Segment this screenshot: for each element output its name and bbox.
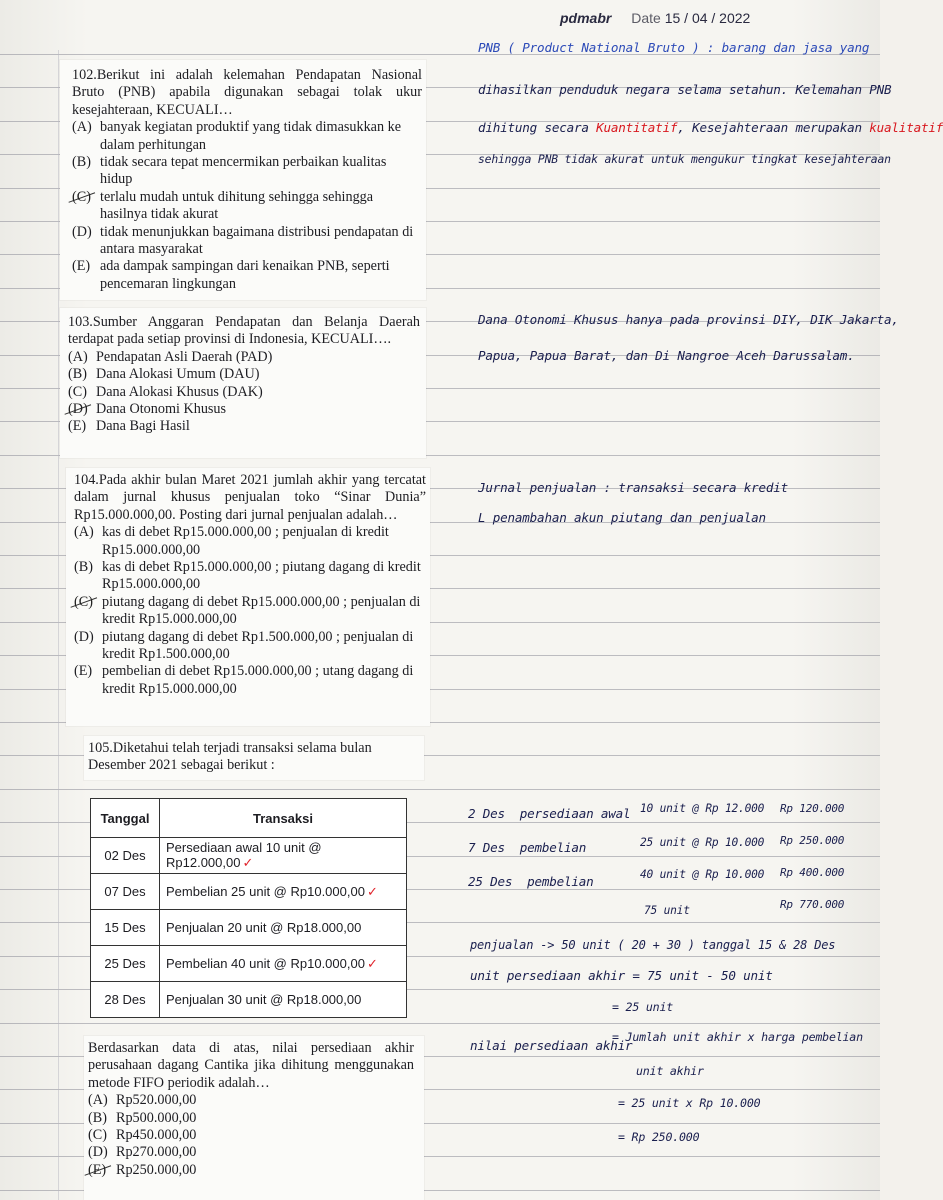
cell-transaksi <box>160 874 407 910</box>
option-label: (B) <box>74 559 93 576</box>
cell-tanggal: 28 Des <box>91 982 160 1018</box>
option-c[interactable] <box>68 384 420 401</box>
question-105-options <box>88 1040 414 1179</box>
option-text: piutang dagang di debet Rp1.500.000,00 ; penjualan di kredit Rp1.500.000,00 <box>102 628 414 663</box>
option-label: (B) <box>68 366 87 383</box>
option-text: Rp500.000,00 <box>116 1109 197 1126</box>
option-label: (E) <box>88 1161 107 1178</box>
note-102-line-1 <box>478 40 869 55</box>
table-row <box>91 874 407 910</box>
calc-grand-total: Rp 770.000 <box>780 898 845 911</box>
option-e[interactable] <box>68 418 420 435</box>
note-102-line-2: dihasilkan penduduk negara selama setahun. Kelemahan PNB <box>478 82 892 97</box>
option-d[interactable] <box>88 1144 414 1161</box>
option-label: (D) <box>72 223 92 240</box>
author-name: pdmabr <box>560 10 612 26</box>
check-mark-icon: ✓ <box>242 855 254 870</box>
cell-transaksi <box>160 982 407 1018</box>
option-label: (C) <box>72 188 91 205</box>
option-label: (D) <box>68 401 88 418</box>
table-row <box>91 982 407 1018</box>
note-104-line-1: Jurnal penjualan : transaksi secara kredit <box>478 480 789 495</box>
table-row <box>91 910 407 946</box>
cell-transaksi <box>160 838 407 874</box>
option-text: terlalu mudah untuk dihitung sehingga sehingga hasilnya tidak akurat <box>100 188 374 223</box>
check-mark-icon: ✓ <box>366 955 378 971</box>
option-d-selected[interactable] <box>68 401 420 418</box>
option-label: (C) <box>68 383 87 400</box>
transaksi-text: Penjualan 30 unit @ Rp18.000,00 <box>166 992 362 1007</box>
nilai-formula: = Jumlah unit akhir x harga pembelian <box>612 1030 863 1044</box>
option-a[interactable] <box>72 119 422 154</box>
transaksi-text: Pembelian 40 unit @ Rp10.000,00 <box>166 955 365 971</box>
nilai-label: nilai persediaan akhir <box>470 1038 633 1053</box>
calc-date: 7 Des <box>468 840 505 855</box>
question-104 <box>74 472 426 698</box>
option-d[interactable] <box>74 629 426 664</box>
option-label: (A) <box>74 524 94 541</box>
option-label: (D) <box>74 628 94 645</box>
calc-desc: pembelian <box>527 874 594 889</box>
option-text: Rp250.000,00 <box>116 1161 197 1178</box>
question-102 <box>72 67 422 293</box>
calc-date: 2 Des <box>468 806 505 821</box>
ruled-line <box>0 1023 880 1024</box>
nilai-result: = Rp 250.000 <box>618 1130 700 1144</box>
option-e[interactable] <box>72 258 422 293</box>
option-text: Rp450.000,00 <box>116 1127 197 1144</box>
option-text: ada dampak sampingan dari kenaikan PNB, seperti pencemaran lingkungan <box>100 258 390 292</box>
option-label: (A) <box>88 1092 108 1109</box>
option-text: Dana Alokasi Khusus (DAK) <box>96 383 263 400</box>
option-text: pembelian di debet Rp15.000.000,00 ; utang dagang di kredit Rp15.000.000,00 <box>102 663 414 697</box>
margin-line <box>58 50 59 1200</box>
option-c[interactable] <box>88 1127 414 1144</box>
option-text: Dana Otonomi Khusus <box>96 401 227 418</box>
question-stem: 104.Pada akhir bulan Maret 2021 jumlah akhir yang tercatat dalam jurnal khusus penjualan toko “Sinar Dunia” Rp15.000.000,00. Posting dari jurnal penjualan adalah… <box>74 472 426 523</box>
note-text: , Kesejahteraan merupakan <box>677 120 862 135</box>
calc-row <box>468 806 630 821</box>
option-text: Dana Bagi Hasil <box>96 418 190 435</box>
col-header-transaksi: Transaksi <box>160 799 407 838</box>
calc-total: Rp 400.000 <box>780 866 845 879</box>
option-label: (E) <box>68 418 87 435</box>
option-a[interactable] <box>68 349 420 366</box>
option-text: Dana Alokasi Umum (DAU) <box>96 366 260 383</box>
option-e[interactable] <box>74 663 426 698</box>
unit-akhir-result: = 25 unit <box>612 1000 674 1014</box>
nilai-formula-2: unit akhir <box>636 1064 704 1078</box>
transaksi-text: Penjualan 20 unit @ Rp18.000,00 <box>166 920 362 935</box>
note-103-line-1: Dana Otonomi Khusus hanya pada provinsi DIY, DIK Jakarta, <box>478 312 899 327</box>
transaksi-text: Pembelian 25 unit @ Rp10.000,00 <box>166 883 365 899</box>
option-label: (A) <box>72 119 92 136</box>
question-stem: 102.Berikut ini adalah kelemahan Pendapatan Nasional Bruto (PNB) apabila digunakan sebagai tolak ukur kesejahteraan, KECUALI… <box>72 67 422 118</box>
option-label: (E) <box>74 663 93 680</box>
calc-desc: persediaan awal <box>519 806 631 821</box>
option-text: tidak secara tepat mencermikan perbaikan kualitas hidup <box>100 154 387 188</box>
question-103 <box>68 314 420 436</box>
option-text: Rp270.000,00 <box>116 1144 197 1161</box>
calc-date: 25 Des <box>468 874 513 889</box>
calc-total: Rp 120.000 <box>780 802 845 815</box>
col-header-tanggal: Tanggal <box>91 799 160 838</box>
option-b[interactable] <box>88 1110 414 1127</box>
cell-transaksi <box>160 910 407 946</box>
note-102-line-4: sehingga PNB tidak akurat untuk mengukur tingkat kesejahteraan <box>478 152 891 166</box>
option-a[interactable] <box>74 524 426 559</box>
option-b[interactable] <box>72 154 422 189</box>
calc-row <box>468 840 586 855</box>
date-label: Date <box>631 10 661 26</box>
option-label: (C) <box>74 593 93 610</box>
option-b[interactable] <box>74 559 426 594</box>
check-mark-icon: ✓ <box>366 883 378 899</box>
question-stem: 103.Sumber Anggaran Pendapatan dan Belanja Daerah terdapat pada setiap provinsi di Indonesia, KECUALI…. <box>68 314 420 348</box>
option-text: Pendapatan Asli Daerah (PAD) <box>96 348 273 365</box>
unit-akhir-line: unit persediaan akhir = 75 unit - 50 unit <box>470 968 773 983</box>
note-text: dihitung secara <box>478 120 589 135</box>
option-a[interactable] <box>88 1092 414 1109</box>
option-e-selected[interactable] <box>88 1162 414 1179</box>
question-stem: 105.Diketahui telah terjadi transaksi selama bulan Desember 2021 sebagai berikut : <box>88 740 372 774</box>
calc-qty: 10 unit @ Rp 12.000 <box>640 802 765 815</box>
question-stem-2: Berdasarkan data di atas, nilai persediaan akhir perusahaan dagang Cantika jika dihitung menggunakan metode FIFO periodik adalah… <box>88 1040 414 1091</box>
note-text: PNB ( Product National Bruto ) : barang dan jasa yang <box>478 40 870 55</box>
note-102-line-3 <box>478 120 943 135</box>
nilai-calc: = 25 unit x Rp 10.000 <box>618 1096 761 1110</box>
option-label: (B) <box>72 154 91 171</box>
ruled-line <box>0 789 880 790</box>
note-highlight: Kuantitatif <box>596 120 678 135</box>
option-c-selected[interactable] <box>74 594 426 629</box>
option-text: banyak kegiatan produktif yang tidak dimasukkan ke dalam perhitungan <box>100 119 402 153</box>
option-label: (B) <box>88 1109 107 1126</box>
option-text: kas di debet Rp15.000.000,00 ; piutang dagang di kredit Rp15.000.000,00 <box>102 559 421 593</box>
option-d[interactable] <box>72 224 422 259</box>
calc-row <box>468 874 594 889</box>
option-label: (A) <box>68 348 88 365</box>
transaction-table <box>90 798 407 1018</box>
calc-desc: pembelian <box>519 840 587 855</box>
page-header <box>560 10 750 26</box>
option-c-selected[interactable] <box>72 189 422 224</box>
cell-transaksi <box>160 946 407 982</box>
calc-qty: 40 unit @ Rp 10.000 <box>640 868 765 881</box>
option-text: tidak menunjukkan bagaimana distribusi pendapatan di antara masyarakat <box>100 223 414 258</box>
table-row <box>91 838 407 874</box>
option-b[interactable] <box>68 366 420 383</box>
note-highlight: kualitatif <box>869 120 943 135</box>
calc-total: Rp 250.000 <box>780 834 845 847</box>
cell-tanggal: 15 Des <box>91 910 160 946</box>
cell-tanggal: 25 Des <box>91 946 160 982</box>
option-text: Rp520.000,00 <box>116 1092 197 1109</box>
cell-tanggal: 02 Des <box>91 838 160 874</box>
transaksi-text: Persediaan awal 10 unit @ Rp12.000,00 <box>166 840 322 870</box>
question-105-stem <box>88 740 420 775</box>
note-104-line-2: L penambahan akun piutang dan penjualan <box>478 510 766 525</box>
penjualan-line: penjualan -> 50 unit ( 20 + 30 ) tanggal 15 & 28 Des <box>470 938 836 952</box>
cell-tanggal: 07 Des <box>91 874 160 910</box>
calc-qty-total: 75 unit <box>644 904 690 917</box>
date-value: 15 / 04 / 2022 <box>664 10 751 26</box>
option-text: piutang dagang di debet Rp15.000.000,00 ; penjualan di kredit Rp15.000.000,00 <box>102 593 421 628</box>
calc-qty: 25 unit @ Rp 10.000 <box>640 836 765 849</box>
note-103-line-2: Papua, Papua Barat, dan Di Nangroe Aceh Darussalam. <box>478 348 855 363</box>
option-label: (E) <box>72 258 91 275</box>
option-label: (C) <box>88 1127 107 1144</box>
option-text: kas di debet Rp15.000.000,00 ; penjualan di kredit Rp15.000.000,00 <box>102 524 389 558</box>
table-row <box>91 946 407 982</box>
option-label: (D) <box>88 1144 108 1161</box>
